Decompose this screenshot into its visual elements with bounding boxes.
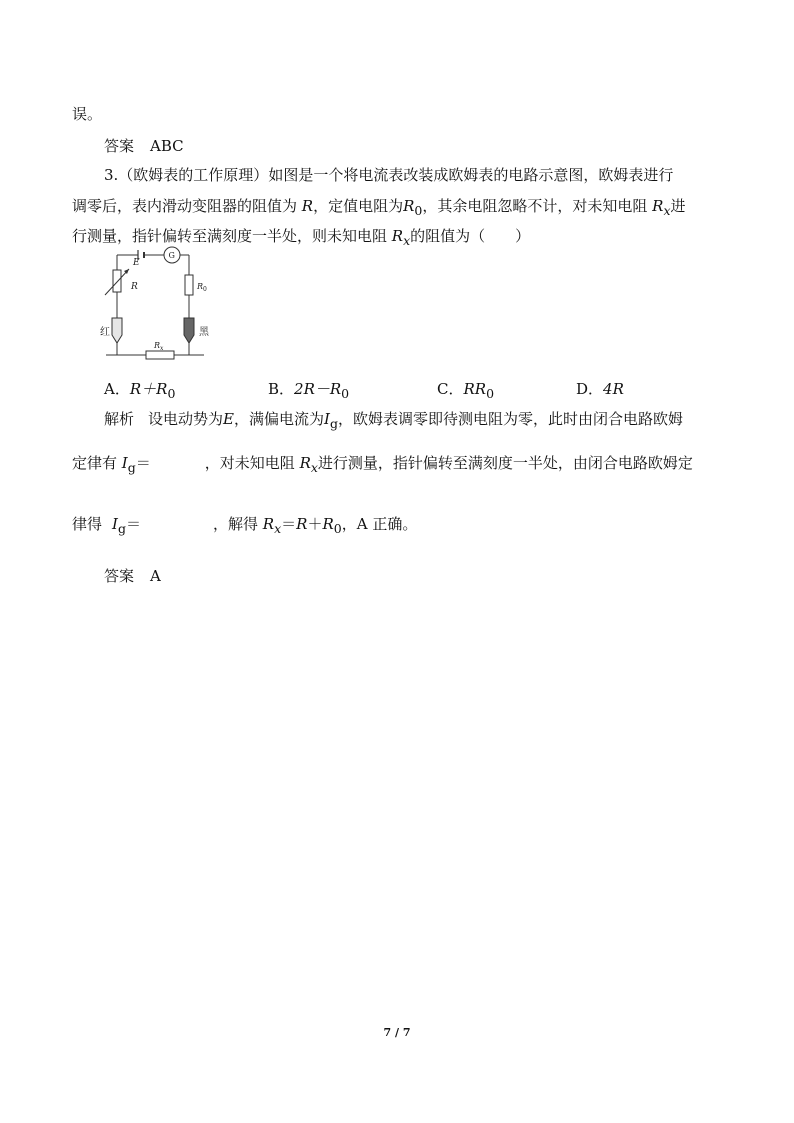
text-fragment: 行测量，指针偏转至满刻度一半处，则未知电阻 (72, 227, 388, 245)
symbol-e: E (223, 410, 234, 428)
symbol-rx: R (262, 515, 275, 533)
choice-d (576, 379, 624, 404)
symbol-r0: R (322, 515, 334, 533)
symbol-ig: I (324, 410, 330, 428)
rheostat-arrow (105, 269, 129, 295)
symbol-ig: I (121, 454, 128, 472)
text-fragment: ＋ (307, 515, 323, 533)
answer-label: 答案 (104, 567, 135, 585)
answer-value: ABC (150, 137, 184, 155)
unknown-resistor-rx (146, 351, 174, 359)
analysis-line (72, 453, 693, 478)
label-r0 (196, 282, 207, 293)
text-fragment: ，欧姆表调零即待测电阻为零，此时由闭合电路欧姆 (337, 410, 683, 428)
subscript: x (403, 233, 411, 248)
label-black: 黑 (199, 327, 209, 338)
subscript: 0 (486, 386, 495, 401)
choice-c (437, 379, 494, 404)
subscript: x (663, 203, 671, 218)
choice-text: R＋R (129, 380, 168, 398)
question-line (72, 196, 686, 221)
label-e: E (133, 258, 140, 268)
rheostat-resistor (113, 270, 121, 292)
text-fragment: ，其余电阻忽略不计，对未知电阻 (422, 197, 648, 215)
text-fragment: ，满偏电流为 (233, 410, 324, 428)
text-fragment: 进 (670, 197, 686, 215)
text-fragment: ，解得 (212, 515, 258, 533)
circuit-diagram (100, 245, 220, 360)
subscript: x (274, 521, 282, 536)
symbol-rx: R (391, 227, 404, 245)
text-fragment: 律得 (72, 515, 103, 533)
text-fragment: 误。 (72, 105, 103, 123)
symbol-r: R (296, 515, 308, 533)
label-r: R (131, 282, 138, 292)
answer-line (104, 136, 184, 156)
choice-text: 2R－R (294, 380, 342, 398)
text-fragment: 的阻值为（ ） (410, 227, 531, 245)
choice-label: D． (576, 380, 604, 398)
label-rx-sub: x (160, 345, 164, 352)
subscript: 0 (167, 386, 176, 401)
subscript: g (329, 416, 338, 431)
choice-text: 4R (603, 380, 624, 398)
symbol-ig: I (112, 515, 118, 533)
question-line (104, 165, 673, 185)
text-fragment: 设电动势为 (148, 410, 224, 428)
text-fragment: ，A 正确。 (341, 515, 418, 533)
subscript: g (117, 521, 126, 536)
label-rx (153, 341, 164, 352)
text-fragment: 定律有 (72, 454, 118, 472)
choice-label: A． (104, 380, 130, 398)
choice-b (268, 379, 349, 404)
text-line (72, 104, 102, 124)
analysis-line (104, 409, 683, 434)
answer-label: 答案 (104, 137, 135, 155)
subscript: 0 (341, 386, 350, 401)
symbol-rx: R (299, 454, 311, 472)
text-fragment: ＝ (135, 454, 151, 472)
analysis-label: 解析 (104, 410, 135, 428)
answer-value: A (150, 567, 161, 585)
text-fragment: ＝ (281, 515, 297, 533)
text-fragment: ，定值电阻为 (313, 197, 404, 215)
choice-label: C． (437, 380, 464, 398)
analysis-line (72, 514, 417, 539)
label-rx-main: R (154, 341, 161, 350)
question-text: 3.（欧姆表的工作原理）如图是一个将电流表改装成欧姆表的电路示意图，欧姆表进行 (104, 166, 674, 184)
red-probe (112, 318, 122, 343)
subscript: 0 (414, 203, 423, 218)
choice-label: B． (268, 380, 295, 398)
page-number: 7 / 7 (383, 1026, 411, 1039)
choice-a (104, 379, 175, 404)
label-r0-main: R (197, 282, 204, 291)
symbol-r: R (301, 197, 314, 215)
label-red: 红 (100, 327, 110, 338)
text-fragment: ＝ (125, 515, 141, 533)
label-r0-sub: 0 (203, 286, 207, 293)
black-probe (184, 318, 194, 343)
symbol-rx: R (652, 197, 664, 215)
text-fragment: 调零后，表内滑动变阻器的阻值为 (72, 197, 298, 215)
subscript: g (127, 460, 136, 475)
label-g: G (168, 251, 175, 260)
fixed-resistor-r0 (185, 275, 193, 295)
text-fragment: ，对未知电阻 (204, 454, 295, 472)
subscript: x (310, 460, 318, 475)
text-fragment: 进行测量，指针偏转至满刻度一半处，由闭合电路欧姆定 (317, 454, 693, 472)
answer-line (104, 566, 161, 586)
subscript: 0 (333, 521, 342, 536)
choice-text: RR (463, 380, 487, 398)
symbol-r0: R (403, 197, 415, 215)
